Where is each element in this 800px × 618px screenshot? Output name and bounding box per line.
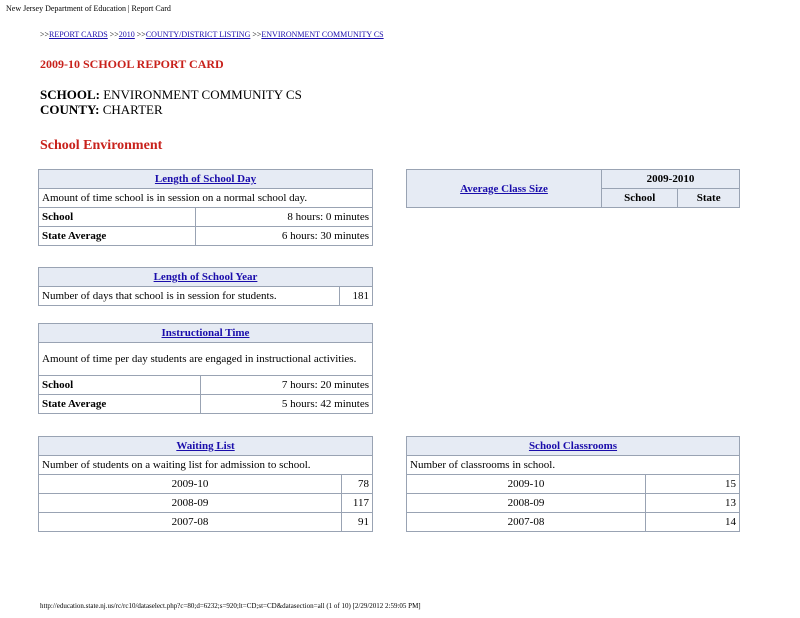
row-year: 2007-08 <box>407 513 646 532</box>
row-value: 7 hours: 20 minutes <box>201 376 373 395</box>
row-year: 2009-10 <box>407 475 646 494</box>
table-row <box>39 494 373 513</box>
footer-url: http://education.state.nj.us/rc/rc10/dataselect.php?c=80;d=6232;s=920;lt=CD;st=CD&datasection=all (1 of 10) [2/29/2012 2:59:05 PM] <box>40 602 421 610</box>
row-year: 2007-08 <box>39 513 342 532</box>
row-label: State Average <box>39 227 196 246</box>
breadcrumb-separator: >> <box>107 30 119 39</box>
average-class-size-table <box>406 169 740 208</box>
school-classrooms-table <box>406 436 740 532</box>
school-info <box>40 87 302 117</box>
table-row <box>39 208 373 227</box>
instructional-time-description: Amount of time per day students are engaged in instructional activities. <box>39 343 373 376</box>
window-title: New Jersey Department of Education | Report Card <box>6 4 171 13</box>
table-row <box>407 513 740 532</box>
waiting-list-description: Number of students on a waiting list for admission to school. <box>39 456 373 475</box>
waiting-list-table <box>38 436 373 532</box>
row-value: 15 <box>646 475 740 494</box>
class-size-school-header: School <box>602 189 678 208</box>
breadcrumb <box>40 30 384 39</box>
row-value: 14 <box>646 513 740 532</box>
row-value: 78 <box>342 475 373 494</box>
row-value: 6 hours: 30 minutes <box>196 227 373 246</box>
class-size-state-header: State <box>678 189 740 208</box>
instructional-time-table <box>38 323 373 414</box>
table-row <box>39 513 373 532</box>
breadcrumb-separator: >> <box>40 30 50 39</box>
section-title: School Environment <box>40 138 163 153</box>
row-year: 2008-09 <box>407 494 646 513</box>
school-name: ENVIRONMENT COMMUNITY CS <box>103 87 302 102</box>
table-row <box>39 227 373 246</box>
length-of-day-link[interactable]: Length of School Day <box>154 173 257 185</box>
table-row <box>39 395 373 414</box>
row-value: 8 hours: 0 minutes <box>196 208 373 227</box>
row-year: 2009-10 <box>39 475 342 494</box>
average-class-size-link[interactable]: Average Class Size <box>460 182 548 195</box>
breadcrumb-link-county-district[interactable]: COUNTY/DISTRICT LISTING <box>145 30 251 39</box>
table-row <box>407 475 740 494</box>
length-of-year-link[interactable]: Length of School Year <box>153 271 258 283</box>
breadcrumb-separator: >> <box>134 30 146 39</box>
school-classrooms-description: Number of classrooms in school. <box>407 456 740 475</box>
row-label: State Average <box>39 395 201 414</box>
length-of-day-description: Amount of time school is in session on a normal school day. <box>39 189 373 208</box>
breadcrumb-link-school[interactable]: ENVIRONMENT COMMUNITY CS <box>261 30 384 39</box>
instructional-time-link[interactable]: Instructional Time <box>161 327 250 339</box>
row-year: 2008-09 <box>39 494 342 513</box>
row-value: 91 <box>342 513 373 532</box>
breadcrumb-separator: >> <box>250 30 262 39</box>
breadcrumb-link-year[interactable]: 2010 <box>118 30 135 39</box>
class-size-year-header: 2009-2010 <box>602 170 740 189</box>
length-of-day-table <box>38 169 373 246</box>
length-of-year-value: 181 <box>340 287 373 306</box>
table-row <box>39 475 373 494</box>
row-value: 13 <box>646 494 740 513</box>
table-row <box>39 376 373 395</box>
row-value: 5 hours: 42 minutes <box>201 395 373 414</box>
waiting-list-link[interactable]: Waiting List <box>176 440 235 452</box>
county-label: COUNTY: <box>40 102 100 117</box>
school-classrooms-link[interactable]: School Classrooms <box>528 440 618 452</box>
length-of-year-table <box>38 267 373 306</box>
row-label: School <box>39 208 196 227</box>
row-value: 117 <box>342 494 373 513</box>
county-name: CHARTER <box>102 102 163 117</box>
report-title: 2009-10 SCHOOL REPORT CARD <box>40 57 224 71</box>
length-of-year-description: Number of days that school is in session for students. <box>39 287 340 306</box>
row-label: School <box>39 376 201 395</box>
table-row <box>407 494 740 513</box>
breadcrumb-link-report-cards[interactable]: REPORT CARDS <box>49 30 108 39</box>
school-label: SCHOOL: <box>40 87 100 102</box>
